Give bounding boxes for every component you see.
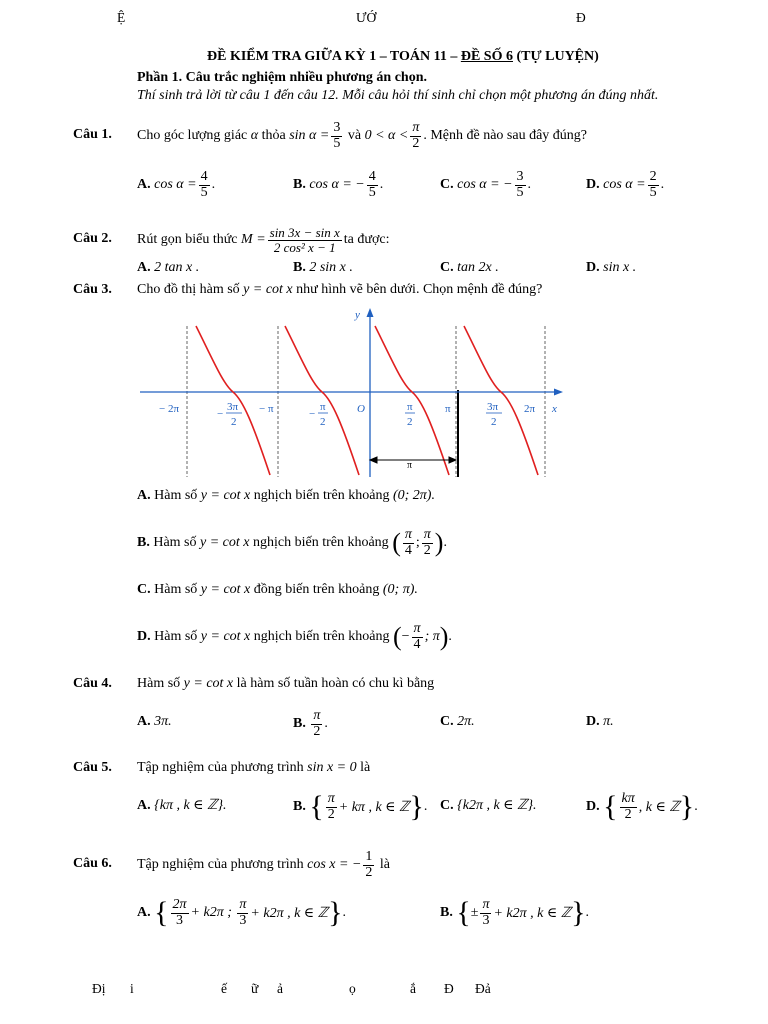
q4-option-d[interactable]: D. π. bbox=[586, 714, 614, 729]
q3-label: Câu 3. bbox=[73, 282, 112, 297]
period-label: π bbox=[407, 460, 413, 471]
footer-fragment: ế bbox=[221, 981, 227, 996]
tick-pi2-num: π bbox=[407, 401, 413, 413]
tick-minus-sign: − bbox=[217, 408, 224, 420]
q2-label: Câu 2. bbox=[73, 231, 112, 246]
q2-option-c[interactable]: C. tan 2x . bbox=[440, 260, 499, 275]
tick-2pi: 2π bbox=[524, 403, 536, 415]
q6-stem: Tập nghiệm của phương trình cos x = − $\frac{1}{2}$ là bbox=[137, 848, 391, 880]
tick-3pi2-num: 3π bbox=[487, 401, 499, 413]
y-axis-arrow bbox=[367, 308, 374, 317]
q5-label: Câu 5. bbox=[73, 760, 112, 775]
tick-minus-2pi: − 2π bbox=[159, 403, 180, 415]
cot-graph bbox=[135, 300, 575, 480]
q6-option-b[interactable]: B. { ± $\frac{\pi}{3}$ + k2π , k ∈ ℤ } . bbox=[440, 896, 590, 929]
q3-option-b[interactable]: B. Hàm số y = cot x nghịch biến trên khoảng ( $\frac{\pi}{4}$ ; $\frac{\pi}{2}$ ) . bbox=[137, 526, 447, 558]
part1-heading: Phần 1. Câu trắc nghiệm nhiều phương án chọn. bbox=[137, 70, 427, 85]
q3-option-d[interactable]: D. Hàm số y = cot x nghịch biến trên khoảng ( − $\frac{\pi}{4}$ ; π ) . bbox=[137, 620, 452, 652]
footer-fragment: Đ bbox=[444, 981, 454, 996]
q2-stem: Rút gọn biểu thức M = $\frac{\text{sin 3x − sin x}}{\text{2 cos² x − 1}}$ ta được: bbox=[137, 224, 390, 255]
q3-option-a[interactable]: A. Hàm số y = cot x nghịch biến trên khoảng (0; 2π). bbox=[137, 488, 435, 503]
q4-option-a[interactable]: A. 3π. bbox=[137, 714, 172, 729]
q4-option-b[interactable]: B. $\frac{\pi}{2}$ . bbox=[293, 707, 328, 739]
q5-option-c[interactable]: C. {k2π , k ∈ ℤ}. bbox=[440, 798, 537, 813]
exam-code: ĐỀ SỐ 6 bbox=[460, 49, 513, 64]
q1-option-a[interactable]: A. cos α = $\frac{4}{5}$ . bbox=[137, 168, 216, 200]
tick-minus-3pi2-num: 3π bbox=[227, 401, 239, 413]
q4-label: Câu 4. bbox=[73, 676, 112, 691]
q3-option-c[interactable]: C. Hàm số y = cot x đồng biến trên khoảng (0; π). bbox=[137, 582, 418, 597]
footer-fragment: ọ bbox=[349, 981, 356, 996]
origin-label: O bbox=[357, 403, 365, 415]
q6-option-a[interactable]: A. { $\frac{2\pi}{3}$ + k2π ; $\frac{\pi}{3}$ + k2π , k ∈ ℤ } . bbox=[137, 896, 346, 929]
q5-option-a[interactable]: A. {kπ , k ∈ ℤ}. bbox=[137, 798, 227, 813]
svg-text:−: − bbox=[309, 408, 316, 420]
tick-minus-pi: − π bbox=[259, 403, 274, 415]
q4-stem: Hàm số y = cot x là hàm số tuần hoàn có chu kì bằng bbox=[137, 676, 435, 691]
tick-minus-pi2-den: 2 bbox=[320, 416, 326, 428]
q1-option-b[interactable]: B. cos α = − $\frac{4}{5}$ . bbox=[293, 168, 384, 200]
page-title: ĐỀ KIỂM TRA GIỮA KỲ 1 – TOÁN 11 – ĐỀ SỐ 6 (TỰ LUYỆN) bbox=[207, 49, 599, 64]
y-axis-label: y bbox=[355, 309, 360, 321]
footer-fragment: ắ bbox=[410, 981, 416, 996]
q3-stem: Cho đồ thị hàm số y = cot x như hình vẽ bên dưới. Chọn mệnh đề đúng? bbox=[137, 282, 543, 297]
footer-fragment: ữ bbox=[251, 981, 259, 996]
header-center: ƯỚ bbox=[356, 10, 377, 25]
tick-minus-pi2-num: π bbox=[320, 401, 326, 413]
tick-pi: π bbox=[445, 403, 451, 415]
q1-label: Câu 1. bbox=[73, 127, 112, 142]
tick-minus-3pi2-den: 2 bbox=[231, 416, 237, 428]
tick-3pi2-den: 2 bbox=[491, 416, 497, 428]
footer-fragment: Đị bbox=[92, 981, 106, 996]
q6-label: Câu 6. bbox=[73, 856, 112, 871]
footer-fragment: ả bbox=[277, 981, 283, 996]
q1-option-c[interactable]: C. cos α = − $\frac{3}{5}$ . bbox=[440, 168, 532, 200]
q2-option-d[interactable]: D. sin x . bbox=[586, 260, 637, 275]
footer-fragment: i bbox=[130, 981, 134, 996]
q5-option-b[interactable]: B. { $\frac{\pi}{2}$ + kπ , k ∈ ℤ } . bbox=[293, 790, 428, 823]
q5-stem: Tập nghiệm của phương trình sin x = 0 là bbox=[137, 760, 371, 775]
header-left: Ệ bbox=[117, 10, 126, 25]
part1-instruction: Thí sinh trả lời từ câu 1 đến câu 12. Mỗi câu hỏi thí sinh chỉ chọn một phương án đúng nhất. bbox=[137, 88, 659, 103]
q4-option-c[interactable]: C. 2π. bbox=[440, 714, 475, 729]
q1-option-d[interactable]: D. cos α = $\frac{2}{5}$ . bbox=[586, 168, 665, 200]
cot-branch-4 bbox=[464, 326, 538, 475]
q2-option-a[interactable]: A. 2 tan x . bbox=[137, 260, 200, 275]
x-axis-arrow bbox=[554, 389, 563, 396]
header-right: Đ bbox=[576, 10, 586, 25]
tick-pi2-den: 2 bbox=[407, 416, 413, 428]
q5-option-d[interactable]: D. { $\frac{k\pi}{2}$ , k ∈ ℤ } . bbox=[586, 790, 698, 823]
q1-stem: Cho góc lượng giác α thỏa sin α = $\frac{3}{5}$ và 0 < α < $\frac{\pi}{2}$ . Mệnh đề nào sau đây đúng? bbox=[137, 119, 588, 151]
footer-fragment: Đả bbox=[475, 981, 491, 996]
q2-option-b[interactable]: B. 2 sin x . bbox=[293, 260, 353, 275]
x-axis-label: x bbox=[552, 403, 557, 415]
